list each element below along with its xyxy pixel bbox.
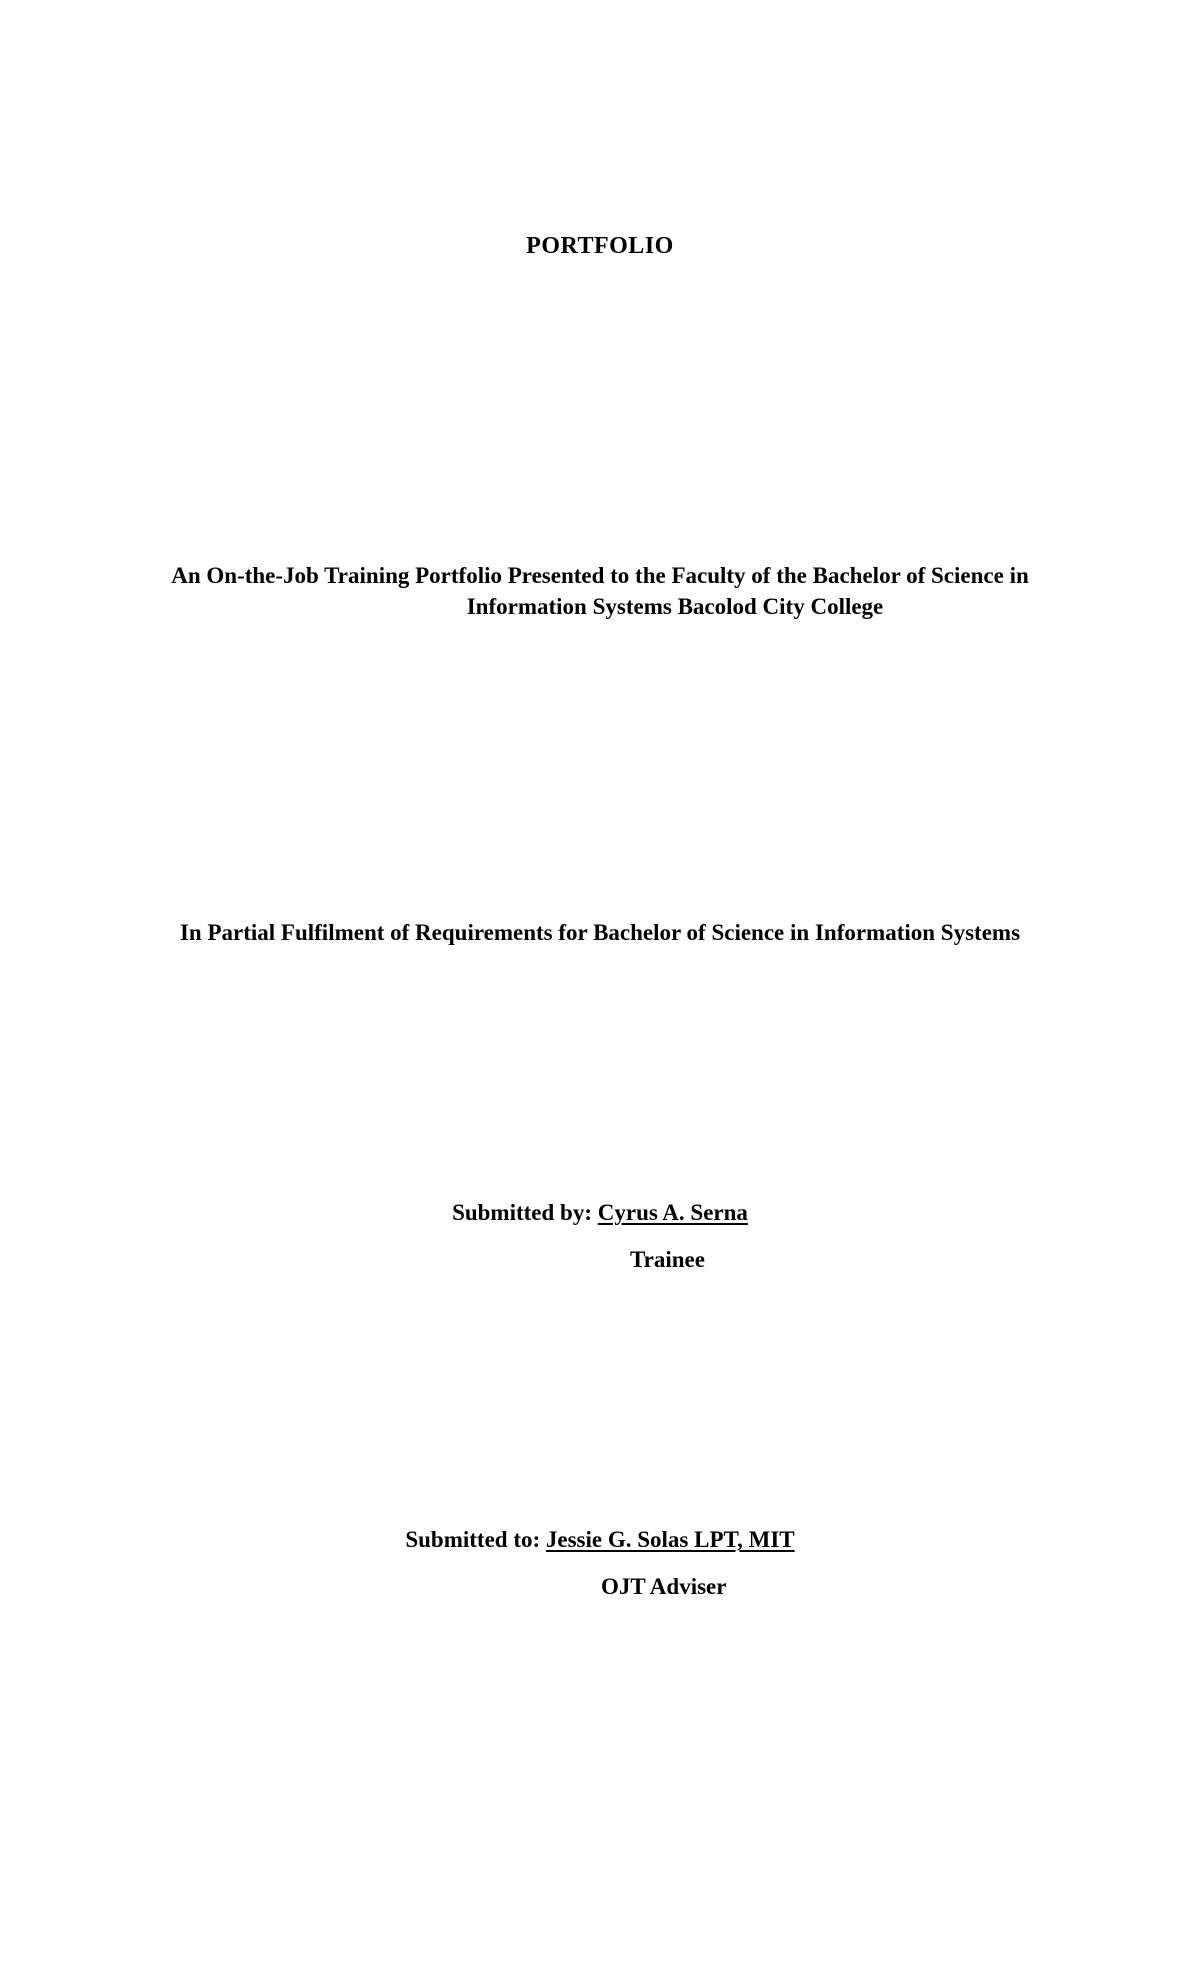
- submitted-by-line: [0, 1198, 1200, 1228]
- trainee-name: Cyrus A. Serna: [597, 1200, 748, 1225]
- submitted-to-label: Submitted to:: [405, 1527, 541, 1552]
- adviser-role: OJT Adviser: [601, 1574, 727, 1599]
- trainee-role: Trainee: [630, 1247, 705, 1272]
- submitted-by-label: Submitted by:: [452, 1200, 593, 1225]
- description-line-1: An On-the-Job Training Portfolio Presented to the Faculty of the Bachelor of Science in: [171, 563, 1029, 588]
- fulfilment-statement: In Partial Fulfilment of Requirements for Bachelor of Science in Information Systems: [179, 920, 1021, 945]
- adviser-name: Jessie G. Solas LPT, MIT: [545, 1527, 795, 1552]
- document-title: PORTFOLIO: [526, 233, 674, 259]
- description-line-2: Information Systems Bacolod City College: [466, 594, 884, 619]
- submitted-to-line: [0, 1525, 1200, 1555]
